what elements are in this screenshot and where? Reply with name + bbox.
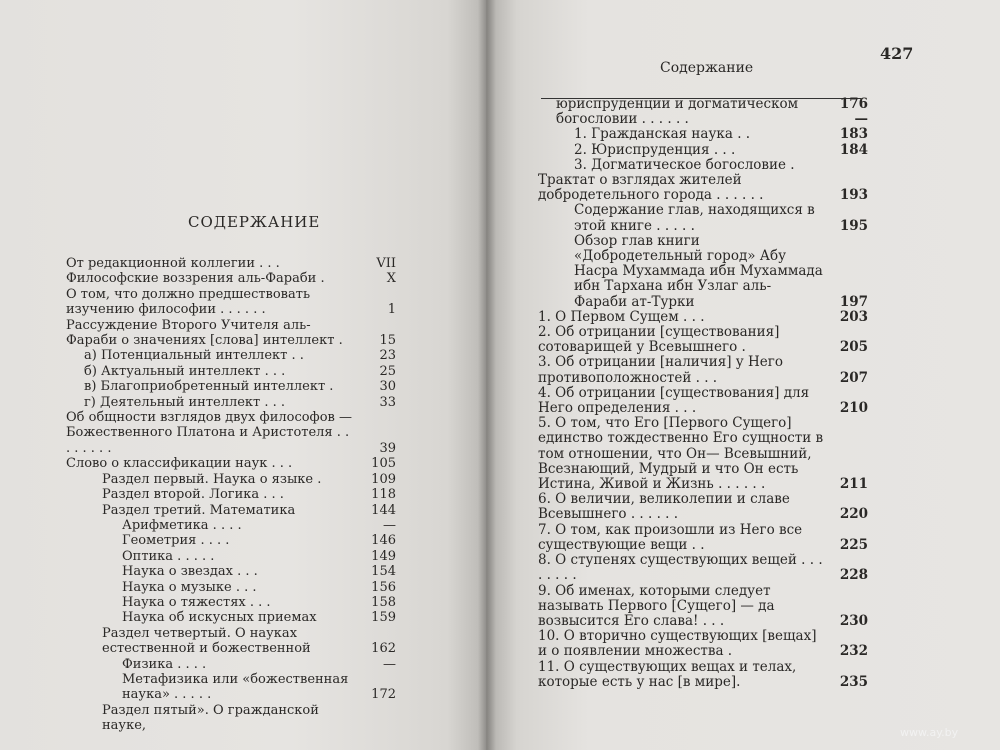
toc-entry (538, 416, 868, 492)
toc-entry (66, 348, 396, 363)
toc-entry (66, 564, 396, 579)
toc-entry (66, 456, 396, 471)
toc-entry-page: 220 (839, 506, 868, 523)
toc-entry (538, 234, 868, 310)
toc-entry-page: X (386, 271, 396, 287)
toc-entry (66, 256, 396, 271)
toc-entry-text: 9. Об именах, которыми следует называть Первого [Сущего] — да возвысится Его слава! . . . (538, 582, 775, 629)
toc-entry (66, 626, 396, 657)
toc-entry-page: 211 (839, 476, 868, 493)
toc-entry (66, 518, 396, 533)
toc-entry-page: 15 (379, 333, 396, 349)
toc-entry-text: Обзор глав книги «Добродетельный город» Абу Насра Мухаммада ибн Мухаммада ибн Тархана ибн Узлаг аль-Фараби ат-Турки (574, 232, 823, 310)
toc-entry-page: 203 (839, 308, 868, 325)
toc-entry (66, 410, 396, 456)
toc-entry-text: в) Благоприобретенный интеллект . (84, 379, 334, 395)
toc-entry-text: 5. О том, что Его [Первого Сущего] единство тождественно Его сущности в том отношении, что Он— Всевышний, Всезнающий, Мудрый и что Он есть Истина, Живой и Жизнь . . . . . . (538, 415, 824, 493)
toc-entry-page: 156 (371, 579, 396, 595)
toc-entry-page: 183 (839, 126, 868, 143)
toc-entry (66, 287, 396, 318)
toc-entry-page: — (383, 517, 396, 533)
left-toc-list (66, 256, 396, 734)
toc-entry-page: 154 (371, 564, 396, 580)
toc-entry (66, 703, 396, 734)
toc-entry-text: 6. О величии, великолепии и славе Всевышнего . . . . . . (538, 491, 790, 523)
toc-entry-text: Философские воззрения аль-Фараби . (66, 271, 325, 287)
toc-entry-text: Слово о классификации наук . . . (66, 456, 293, 472)
toc-entry (66, 672, 396, 703)
toc-entry (538, 97, 868, 127)
toc-entry (538, 492, 868, 522)
toc-entry-page: 172 (371, 687, 396, 703)
toc-entry-text: 1. О Первом Сущем . . . (538, 308, 705, 325)
toc-entry-text: 3. Об отрицании [наличия] у Него противоположностей . . . (538, 354, 783, 386)
toc-entry-text: Раздел пятый». О гражданской науке, (102, 702, 319, 734)
toc-entry (66, 580, 396, 595)
toc-entry-text: 3. Догматическое богословие . (574, 156, 795, 173)
toc-entry (538, 310, 868, 325)
toc-entry-page: 176 — (839, 96, 868, 128)
toc-entry-text: Наука о тяжестях . . . (122, 594, 271, 610)
toc-entry-page: 118 (371, 487, 396, 503)
toc-entry-page: — (383, 656, 396, 672)
toc-entry-page: 232 (839, 643, 868, 660)
toc-title: СОДЕРЖАНИЕ (188, 213, 321, 231)
toc-entry (538, 386, 868, 416)
toc-entry (538, 553, 868, 583)
toc-entry (66, 395, 396, 410)
page-number: 427 (880, 44, 914, 63)
running-head: Содержание (660, 60, 754, 76)
right-toc-list (538, 97, 868, 690)
toc-entry (538, 173, 868, 203)
toc-entry (66, 379, 396, 394)
toc-entry (538, 158, 868, 173)
watermark: www.ay.by (900, 726, 959, 739)
toc-entry-page: 39 (379, 440, 396, 456)
toc-entry (538, 127, 868, 142)
toc-entry-text: Раздел четвертый. О науках естественной и божественной (102, 625, 311, 657)
toc-entry-text: Наука о музыке . . . (122, 579, 257, 595)
toc-entry (66, 533, 396, 548)
toc-entry-text: О том, что должно предшествовать изучению философии . . . . . . (66, 286, 311, 318)
toc-entry-page: 230 (839, 612, 868, 629)
toc-entry (66, 472, 396, 487)
toc-entry-page: VII (376, 256, 396, 271)
toc-entry (66, 318, 396, 349)
toc-entry-text: Арифметика . . . . (122, 517, 242, 533)
toc-entry-page: 162 (371, 641, 396, 657)
toc-entry-text: а) Потенциальный интеллект . . (84, 348, 304, 364)
toc-entry-text: 7. О том, как произошли из Него все существующие вещи . . (538, 521, 803, 553)
toc-entry (538, 523, 868, 553)
toc-entry (538, 325, 868, 355)
toc-entry-text: юриспруденции и догматическом богословии . . . . . . (556, 96, 799, 128)
toc-entry-page: 105 (371, 456, 396, 472)
toc-entry-text: Раздел третий. Математика (102, 502, 296, 518)
toc-entry (538, 629, 868, 659)
toc-entry-text: Содержание глав, находящихся в этой книге . . . . . (574, 202, 815, 234)
toc-entry-text: 1. Гражданская наука . . (574, 126, 751, 143)
toc-entry-page: 23 (379, 348, 396, 364)
toc-entry-text: Рассуждение Второго Учителя аль-Фараби о значениях [слова] интеллект . (66, 317, 343, 349)
toc-entry-text: Об общности взглядов двух философов — Божественного Платона и Аристотеля . . . . . . . . (66, 410, 352, 456)
toc-entry (538, 143, 868, 158)
toc-entry (66, 657, 396, 672)
toc-entry-page: 25 (379, 363, 396, 379)
toc-entry-text: Физика . . . . (122, 656, 207, 672)
toc-entry-text: Раздел второй. Логика . . . (102, 487, 284, 503)
toc-entry-text: 2. Об отрицании [существования] сотоварищей у Всевышнего . (538, 324, 780, 356)
toc-entry (538, 584, 868, 630)
toc-entry-page: 235 (839, 673, 868, 690)
toc-entry (66, 271, 396, 286)
toc-entry-page: 207 (839, 369, 868, 386)
toc-entry (66, 549, 396, 564)
toc-entry-text: 11. О существующих вещах и телах, которые есть у нас [в мире]. (538, 658, 797, 690)
toc-entry-text: 2. Юриспруденция . . . (574, 141, 736, 158)
toc-entry-page: 197 (839, 293, 868, 310)
toc-entry (66, 487, 396, 502)
toc-entry (66, 610, 396, 625)
toc-entry-page: 33 (379, 394, 396, 410)
toc-entry (66, 595, 396, 610)
toc-entry-page: 149 (371, 548, 396, 564)
toc-entry-text: Наука о звездах . . . (122, 564, 258, 580)
toc-entry-text: Трактат о взглядах жителей добродетельного города . . . . . . (538, 172, 764, 204)
toc-entry-page: 184 (839, 141, 868, 158)
toc-entry-page: 144 (371, 502, 396, 518)
toc-entry (538, 355, 868, 385)
toc-entry-page: 195 (839, 217, 868, 234)
toc-entry-text: г) Деятельный интеллект . . . (84, 394, 286, 410)
toc-entry-page: 1 (387, 302, 396, 318)
toc-entry-text: 4. Об отрицании [существования] для Него определения . . . (538, 384, 810, 417)
toc-entry (538, 203, 868, 233)
toc-entry-text: Геометрия . . . . (122, 533, 230, 549)
toc-entry-page: 159 (371, 610, 396, 626)
toc-entry-text: 8. О ступенях существующих вещей . . . . . . . . (538, 552, 823, 584)
toc-entry-page: 109 (371, 471, 396, 487)
toc-entry-text: От редакционной коллегии . . . (66, 256, 280, 271)
toc-entry-text: б) Актуальный интеллект . . . (84, 363, 286, 379)
toc-entry-text: 10. О вторично существующих [вещах] и о появлении множества . (538, 628, 817, 660)
toc-entry-text: Метафизика или «божественная наука» . . . . . (122, 671, 349, 703)
book-gutter (478, 0, 496, 750)
toc-entry (538, 660, 868, 690)
toc-entry-page: 205 (839, 339, 868, 356)
toc-entry-page: 193 (839, 187, 868, 204)
toc-entry-page: 228 (839, 567, 868, 584)
toc-entry-page: 158 (371, 594, 396, 610)
toc-entry-page: 30 (379, 379, 396, 395)
toc-entry-page: 210 (839, 400, 868, 417)
toc-entry-text: Оптика . . . . . (122, 548, 215, 564)
toc-entry (66, 364, 396, 379)
toc-entry-page: 146 (371, 533, 396, 549)
toc-entry-page: 225 (839, 536, 868, 553)
toc-entry (66, 503, 396, 518)
toc-entry-text: Раздел первый. Наука о языке . (102, 471, 322, 487)
toc-entry-text: Наука об искусных приемах (122, 610, 317, 626)
